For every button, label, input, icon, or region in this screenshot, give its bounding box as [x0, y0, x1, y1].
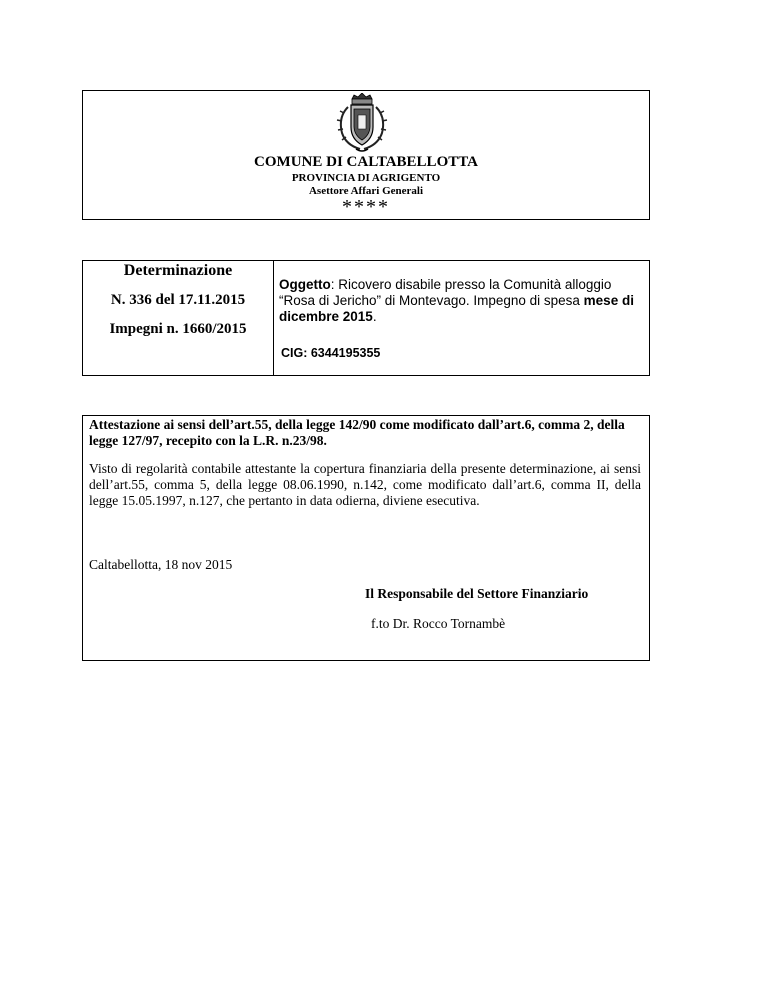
- attestazione-heading: Attestazione ai sensi dell’art.55, della legge 142/90 come modificato dall’art.6, comma 2, della legge 127/97, recepito con la L.R. n.23/98.: [89, 417, 625, 448]
- oggetto-text: [279, 277, 639, 325]
- cig-code: CIG: 6344195355: [281, 346, 381, 360]
- attestazione-body: Visto di regolarità contabile attestante la copertura finanziaria della presente determinazione, ai sensi dell’art.55, comma 5, della legge 08.06.1990, n.142, come modificato dall’art.6, comma II, della legge 15.05.1997, n.127, che pertanto in data odierna, diviene esecutiva.: [89, 461, 641, 508]
- settore-line: Asettore Affari Generali: [308, 185, 424, 197]
- determinazione-box: [82, 260, 650, 376]
- impegni-number: Impegni n. 1660/2015: [109, 321, 247, 337]
- determinazione-number: N. 336 del 17.11.2015: [110, 292, 246, 308]
- oggetto-label: Oggetto: [279, 277, 331, 292]
- attestazione-box: [82, 415, 650, 661]
- attestazione-date: Caltabellotta, 18 nov 2015: [89, 557, 233, 572]
- provincia-line: PROVINCIA DI AGRIGENTO: [291, 172, 441, 184]
- comune-title: COMUNE DI CALTABELLOTTA: [254, 154, 478, 170]
- determinazione-title: Determinazione: [123, 262, 233, 279]
- oggetto-body: : Ricovero disabile presso la Comunità alloggio “Rosa di Jericho” di Montevago. Impegno di spesa: [279, 277, 612, 308]
- column-divider: [273, 261, 274, 375]
- signature-line: f.to Dr. Rocco Tornambè: [371, 616, 506, 631]
- responsabile-title: Il Responsabile del Settore Finanziario: [365, 586, 589, 601]
- municipal-crest-icon: [330, 93, 394, 155]
- stars-separator: ****: [342, 196, 390, 218]
- oggetto-period: mese di dicembre 2015: [279, 293, 634, 324]
- oggetto-end: .: [372, 309, 377, 324]
